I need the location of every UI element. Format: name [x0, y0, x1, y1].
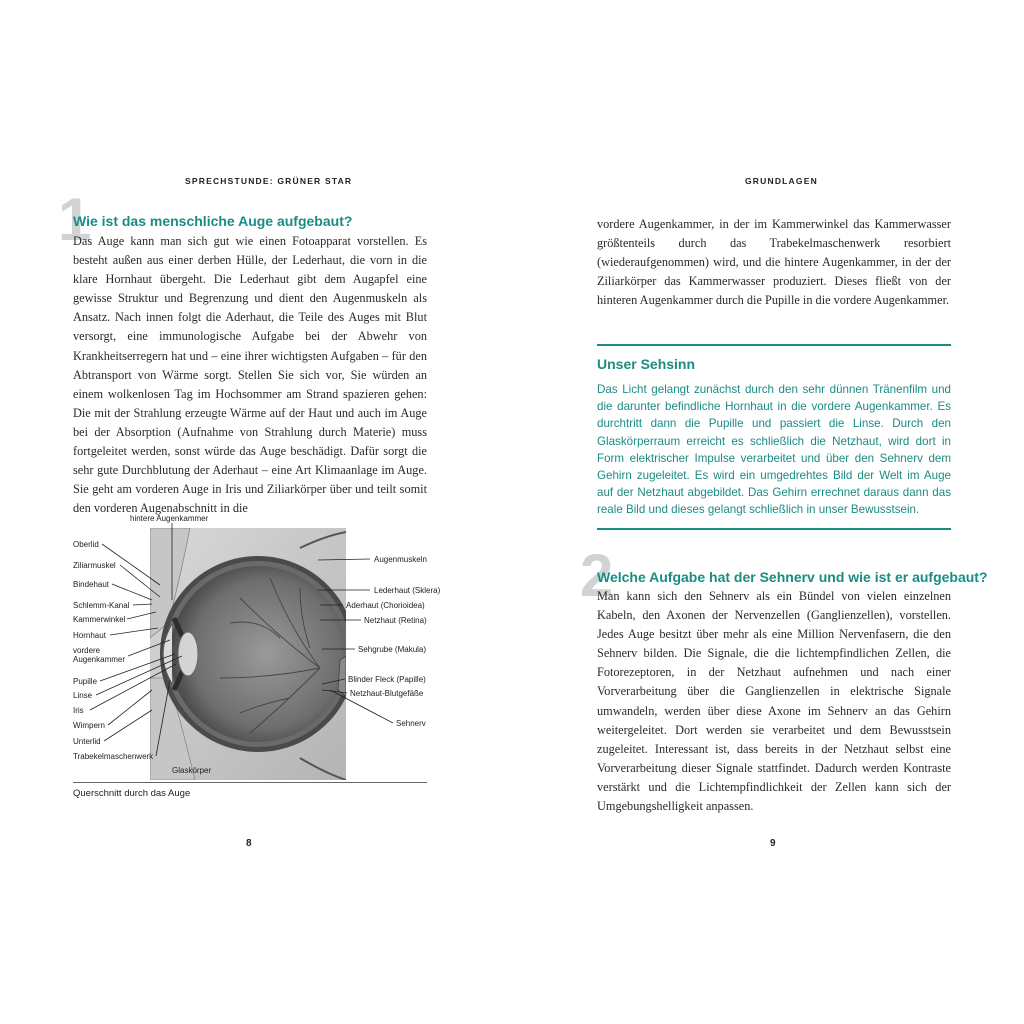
- label-netzhaut: Netzhaut (Retina): [364, 616, 427, 625]
- label-aderhaut: Aderhaut (Chorioidea): [346, 601, 425, 610]
- label-ziliarmuskel: Ziliarmuskel: [73, 561, 116, 570]
- page-number: 9: [770, 838, 776, 849]
- box-title: Unser Sehsinn: [597, 356, 696, 372]
- page-number: 8: [246, 838, 252, 849]
- label-pupille: Pupille: [73, 677, 98, 686]
- leader-lines: [0, 0, 512, 800]
- label-sehgrube: Sehgrube (Makula): [358, 645, 427, 654]
- box-text: Das Licht gelangt zunächst durch den sehr dünnen Tränenfilm und die darunter befindliche Hornhaut in die vordere Augenkammer. Es durchtritt dann die Pupille und passiert die Linse. Durch den Glaskörperraum erreicht es schließlich die Netzhaut, wird dort in Form elektrischer Impulse verarbeitet und über den Sehnerv dem Gehirn zugeleitet. Es wird ein umgedrehtes Bild der Welt im Auge auf der Netzhaut abgebildet. Das Gehirn errechnet daraus dann das reale Bild und dieses gelangt schließlich in unser Bewusstsein.: [597, 383, 951, 517]
- label-kammerwinkel: Kammerwinkel: [73, 615, 126, 624]
- label-lederhaut: Lederhaut (Sklera): [374, 586, 441, 595]
- running-head: GRUNDLAGEN: [745, 176, 818, 186]
- label-hintere-augenkammer: hintere Augenkammer: [130, 514, 209, 523]
- label-hornhaut: Hornhaut: [73, 631, 106, 640]
- label-trabekelmaschenwerk: Trabekelmaschenwerk: [73, 752, 154, 761]
- section-number: 1: [58, 186, 92, 253]
- box-bottom-rule: [597, 528, 951, 530]
- caption-rule: [73, 782, 427, 783]
- label-sehnerv: Sehnerv: [396, 719, 426, 728]
- label-unterlid: Unterlid: [73, 737, 101, 746]
- body-text: Das Auge kann man sich gut wie einen Fotoapparat vorstellen. Es besteht außen aus einer derben Hülle, der Lederhaut, die vorn in die klare Hornhaut übergeht. Die Lederhaut gibt dem Augapfel eine gewisse Struktur und Begrenzung und dient den Augenmuskeln als Ansatz. Nach innen folgt die Aderhaut, die Teile des Auges mit Blut versorgt, eine immunologische Aufgabe bei der Abwehr von Krankheitserregern hat und – eine ihrer wichtigsten Aufgaben – für den Abtransport von Wärme sorgt. Stellen Sie sich vor, Sie würden an einem wolkenlosen Tag im Hochsommer am Strand spazieren gehen: Die mit der Strahlung erzeugte Wärme auf der Haut und auch im Auge bei der Absorption (Aufnahme von Strahlung durch Materie) muss fortgeleitet werden, sonst würde das Auge beschädigt. Dafür sorgt die sehr gute Durchblutung der Aderhaut – eine Art Klimaanlage im Auge. Sie geht am vorderen Auge in Iris und Ziliarkörper über und teilt somit den vorderen Augenabschnitt in die: [73, 234, 427, 516]
- label-netzhaut-blutgefaesse: Netzhaut-Blutgefäße: [350, 689, 424, 698]
- figure-caption: Querschnitt durch das Auge: [73, 788, 191, 799]
- running-head: SPRECHSTUNDE: GRÜNER STAR: [185, 176, 353, 186]
- label-vordere-augenkammer: vordere Augenkammer: [73, 646, 126, 664]
- label-oberlid: Oberlid: [73, 540, 99, 549]
- label-blinder-fleck: Blinder Fleck (Papille): [348, 675, 426, 684]
- right-page: [512, 0, 1024, 1024]
- label-iris: Iris: [73, 706, 84, 715]
- body-text: Man kann sich den Sehnerv als ein Bündel von vielen einzelnen Kabeln, den Axonen der Nervenzellen (Ganglienzellen), vorstellen. Jedes Auge besitzt über mehr als eine Million Nervenfasern, die den Sehnerv bilden. Die Signale, die die lichtempfindlichen Zellen, die Fotorezeptoren, in der Netzhaut aufnehmen und nach einer Vorverarbeitung über die Ganglienzellen in elektrische Signale umwandeln, werden über diese Axone im Sehnerv an das Gehirn weitergeleitet. Dort werden sie verarbeitet und dem Bewusstsein zugeleitet. Interessant ist, dass bereits in der Netzhaut selbst eine Vorverarbeitung dieser Signale stattfindet. Dadurch werden Kontraste verstärkt und die Lichtempfindlichkeit der Zellen kann sich der Umgebungshelligkeit anpassen.: [597, 589, 951, 814]
- label-glaskoerper: Glaskörper: [172, 766, 212, 775]
- section-number: 2: [580, 542, 614, 609]
- label-linse: Linse: [73, 691, 93, 700]
- question-heading: Wie ist das menschliche Auge aufgebaut?: [73, 213, 353, 229]
- label-wimpern: Wimpern: [73, 721, 106, 730]
- label-augenmuskeln: Augenmuskeln: [374, 555, 427, 564]
- question-heading: Welche Aufgabe hat der Sehnerv und wie ist er aufgebaut?: [597, 569, 988, 585]
- box-top-rule: [597, 344, 951, 346]
- label-schlemm-kanal: Schlemm-Kanal: [73, 601, 130, 610]
- continued-body-text: vordere Augenkammer, in der im Kammerwinkel das Kammerwasser größtenteils durch das Trabekelmaschenwerk resorbiert (wiederaufgenommen) wird, und die hintere Augenkammer, in der der Ziliarkörper das Kammerwasser produziert. Dieses fließt von der hinteren Augenkammer durch die Pupille in die vordere Augenkammer.: [597, 217, 951, 308]
- label-bindehaut: Bindehaut: [73, 580, 110, 589]
